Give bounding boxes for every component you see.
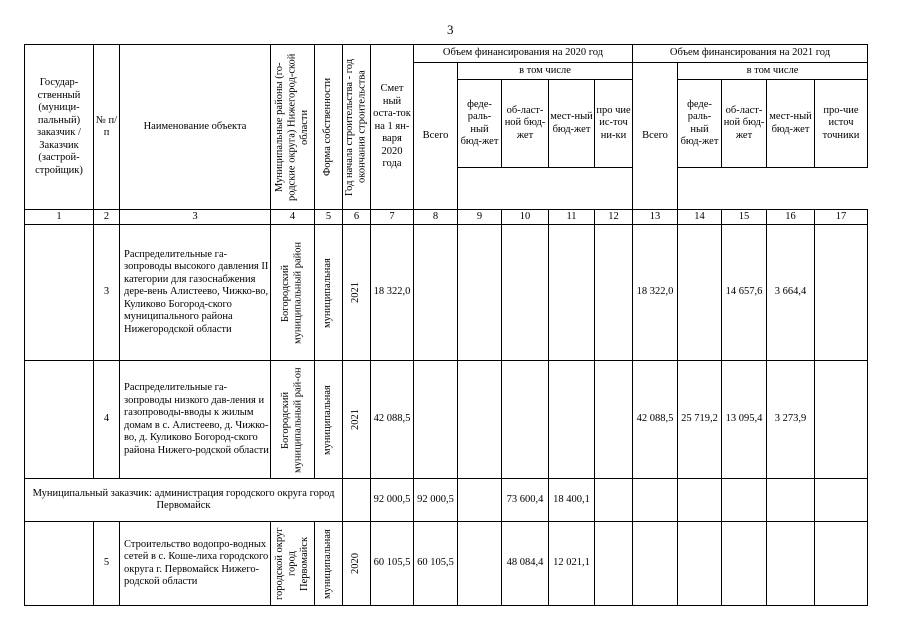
row-number: 4 [94,361,120,479]
federal-2021 [678,225,722,361]
federal-2020 [458,361,502,479]
year: 2021 [350,409,362,430]
local-2021: 3 664,4 [767,225,815,361]
col-number: 6 [343,210,371,225]
local-2020: 12 021,1 [549,522,595,606]
header-incl-2020: в том числе [458,63,633,80]
header-fin-2020: Объем финансирования на 2020 год [414,45,633,63]
header-no: № п/п [94,45,120,210]
regional-2021: 13 095,4 [722,361,767,479]
year: 2020 [350,553,362,574]
header-years: Год начала строительства - год окончания строительства [344,58,368,196]
subtotal-regional-2020: 73 600,4 [502,479,549,522]
col-number: 17 [815,210,868,225]
district: городской округ город Первомайск [273,527,310,600]
local-2020 [549,225,595,361]
col-number: 7 [371,210,414,225]
federal-2020 [458,225,502,361]
estimate-value: 18 322,0 [371,225,414,361]
col-number: 11 [549,210,595,225]
page-number: 3 [447,22,454,37]
header-estimate: Смет ный оста-ток на 1 ян-варя 2020 года [371,45,414,210]
district: Богородский муниципальный рай-он [280,366,304,473]
col-number: 2 [94,210,120,225]
object-name: Распределительные га-зопроводы низкого дав-ления и газопроводы-вводы к жилым домам в с. Алистеево, д. Чижко-во, д. Куликово Богород-ского района Нижего-родской области [120,361,271,479]
col-number: 12 [595,210,633,225]
header-local-2021: мест-ный бюд-жет [767,80,815,168]
header-federal-2020: феде-раль-ный бюд-жет [458,80,502,168]
subtotal-estimate: 92 000,5 [371,479,414,522]
header-other-2020: про чие ис-точ ни-ки [595,80,633,168]
federal-2021: 25 719,2 [678,361,722,479]
local-2020 [549,361,595,479]
subtotal-row [25,479,868,522]
ownership: муниципальная [322,257,334,328]
financing-table [24,44,868,606]
col-number: 1 [25,210,94,225]
header-regional-2020: об-ласт-ной бюд-жет [502,80,549,168]
header-total-2021: Всего [633,63,678,210]
col-number: 9 [458,210,502,225]
row-number: 5 [94,522,120,606]
subtotal-local-2020: 18 400,1 [549,479,595,522]
column-numbers-row [25,210,868,225]
row-number: 3 [94,225,120,361]
header-local-2020: мест-ный бюд-жет [549,80,595,168]
object-name: Распределительные га-зопроводы высокого давления II категории для газоснабжения дере-вень Алистеево, Чижко-во, Куликово Богород-ского муниципального района Нижегородской области [120,225,271,361]
subtotal-label: Муниципальный заказчик: администрация городского округа город Первомайск [25,479,343,522]
col-number: 14 [678,210,722,225]
header-regional-2021: об-ласт-ной бюд-жет [722,80,767,168]
object-name: Строительство водопро-водных сетей в с. Коше-лиха городского округа г. Первомайск Нижего-родской области [120,522,271,606]
district: Богородский муниципальный район [280,241,304,344]
header-total-2020: Всего [414,63,458,210]
year: 2021 [350,282,362,303]
total-2021: 18 322,0 [633,225,678,361]
table-row [25,522,868,606]
estimate-value: 42 088,5 [371,361,414,479]
col-number: 4 [271,210,315,225]
header-districts: Муниципальные районы (го-родские округа) Нижегород-ской области [273,53,310,201]
total-2020 [414,225,458,361]
local-2021: 3 273,9 [767,361,815,479]
col-number: 10 [502,210,549,225]
table-row [25,225,868,361]
other-2021 [815,361,868,479]
other-2020 [595,361,633,479]
total-2020 [414,361,458,479]
header-ownership: Форма собственности [322,77,334,177]
ownership: муниципальная [322,528,334,599]
col-number: 15 [722,210,767,225]
col-number: 8 [414,210,458,225]
total-2020: 60 105,5 [414,522,458,606]
regional-2021: 14 657,6 [722,225,767,361]
subtotal-total-2020: 92 000,5 [414,479,458,522]
header-incl-2021: в том числе [678,63,868,80]
col-number: 5 [315,210,343,225]
header-federal-2021: феде-раль-ный бюд-жет [678,80,722,168]
header-customer: Государ-ственный (муници-пальный) заказчик /Заказчик (застрой-стройщик) [25,45,94,210]
header-object-name: Наименование объекта [120,45,271,210]
header-other-2021: про-чие источ точники [815,80,868,168]
regional-2020: 48 084,4 [502,522,549,606]
total-2021: 42 088,5 [633,361,678,479]
col-number: 13 [633,210,678,225]
other-2021 [815,225,868,361]
regional-2020 [502,361,549,479]
other-2020 [595,225,633,361]
col-number: 16 [767,210,815,225]
col-number: 3 [120,210,271,225]
ownership: муниципальная [322,384,334,455]
estimate-value: 60 105,5 [371,522,414,606]
regional-2020 [502,225,549,361]
header-fin-2021: Объем финансирования на 2021 год [633,45,868,63]
table-row [25,361,868,479]
